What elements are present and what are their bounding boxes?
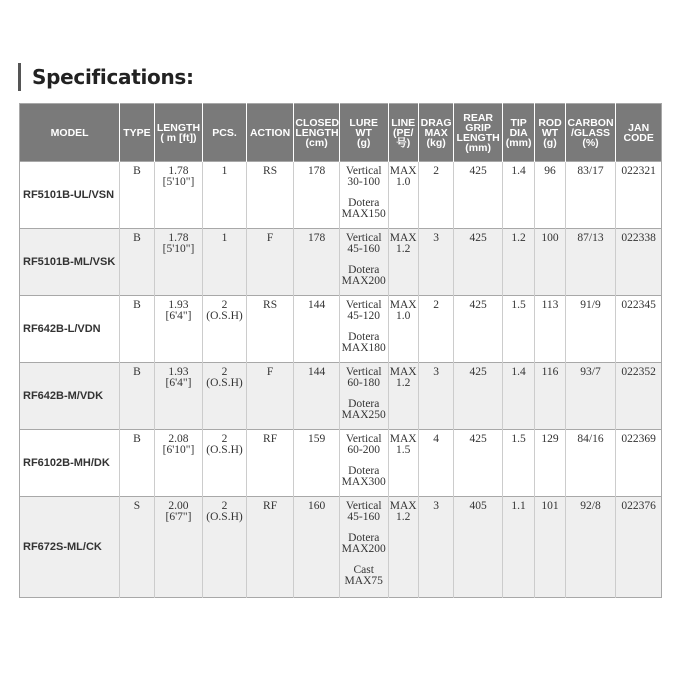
line-value-line: 1.2 bbox=[396, 376, 411, 389]
cell-line bbox=[388, 229, 418, 296]
header-label-line: MAX bbox=[424, 126, 448, 139]
lure-weight-line: Vertical bbox=[345, 299, 382, 311]
cell-rodwt: 100 bbox=[535, 229, 565, 296]
lure-weight-line: Vertical bbox=[345, 232, 382, 244]
cell-closed: 144 bbox=[294, 363, 340, 430]
cell-type: B bbox=[120, 162, 154, 229]
page-title: Specifications: bbox=[18, 63, 194, 91]
length-value-line: 1.78 bbox=[168, 165, 189, 177]
lure-weight-line: 30-100 bbox=[347, 175, 381, 188]
cell-closed: 178 bbox=[294, 229, 340, 296]
cell-rodwt: 129 bbox=[535, 430, 565, 497]
table-row bbox=[20, 363, 662, 430]
header-label-line: 号) bbox=[396, 136, 411, 149]
cell-lure bbox=[339, 162, 388, 229]
cell-grip: 425 bbox=[454, 430, 503, 497]
cell-action: F bbox=[246, 363, 294, 430]
lure-weight-line: Dotera bbox=[348, 264, 380, 276]
cell-rodwt: 101 bbox=[535, 497, 565, 598]
cell-type: B bbox=[120, 229, 154, 296]
length-value-line: 1.93 bbox=[168, 366, 189, 378]
cell-jan: 022338 bbox=[616, 229, 662, 296]
column-header-line bbox=[388, 104, 418, 162]
specifications-table bbox=[19, 103, 662, 598]
line-value-line: 1.5 bbox=[396, 443, 411, 456]
cell-jan: 022352 bbox=[616, 363, 662, 430]
cell-tip: 1.4 bbox=[502, 162, 534, 229]
lure-weight-line: MAX200 bbox=[341, 274, 386, 287]
cell-drag: 3 bbox=[418, 363, 453, 430]
cell-tip: 1.2 bbox=[502, 229, 534, 296]
lure-weight-line: 45-120 bbox=[347, 309, 381, 322]
cell-pcs bbox=[203, 363, 247, 430]
cell-grip: 405 bbox=[454, 497, 503, 598]
cell-action: F bbox=[246, 229, 294, 296]
pcs-value-line: (O.S.H) bbox=[206, 309, 243, 322]
column-header-length bbox=[154, 104, 203, 162]
pcs-value-line: 1 bbox=[221, 232, 228, 244]
column-header-rodwt bbox=[535, 104, 565, 162]
column-header-type bbox=[120, 104, 154, 162]
header-label-line: TIP bbox=[510, 116, 527, 129]
header-label-line: LURE bbox=[349, 116, 379, 129]
cell-closed: 159 bbox=[294, 430, 340, 497]
lure-weight-line: MAX200 bbox=[341, 542, 386, 555]
cell-grip: 425 bbox=[454, 296, 503, 363]
cell-type: S bbox=[120, 497, 154, 598]
cell-grip: 425 bbox=[454, 162, 503, 229]
pcs-value-line: 2 bbox=[221, 366, 228, 378]
cell-closed: 178 bbox=[294, 162, 340, 229]
cell-tip: 1.4 bbox=[502, 363, 534, 430]
header-label-line: MODEL bbox=[50, 126, 89, 139]
cell-lure bbox=[339, 363, 388, 430]
length-value-line: [6'4"] bbox=[165, 376, 192, 389]
cell-line bbox=[388, 296, 418, 363]
cell-lure bbox=[339, 430, 388, 497]
pcs-value-line: (O.S.H) bbox=[206, 510, 243, 523]
pcs-value-line: 2 bbox=[221, 500, 228, 512]
column-header-action bbox=[246, 104, 294, 162]
column-header-jan bbox=[616, 104, 662, 162]
header-row bbox=[20, 104, 662, 162]
cell-type: B bbox=[120, 296, 154, 363]
header-label-line: LENGTH bbox=[295, 126, 339, 139]
header-label-line: GRIP bbox=[465, 121, 491, 134]
cell-type: B bbox=[120, 363, 154, 430]
lure-weight-line: MAX180 bbox=[341, 341, 386, 354]
header-label-line: (mm) bbox=[465, 141, 491, 154]
header-label-line: (kg) bbox=[426, 136, 446, 149]
cell-rodwt: 113 bbox=[535, 296, 565, 363]
lure-weight-line: Vertical bbox=[345, 500, 382, 512]
column-header-model bbox=[20, 104, 120, 162]
cell-rodwt: 96 bbox=[535, 162, 565, 229]
header-label-line: (g) bbox=[543, 136, 557, 149]
lure-weight-line: Dotera bbox=[348, 197, 380, 209]
cell-grip: 425 bbox=[454, 363, 503, 430]
cell-closed: 144 bbox=[294, 296, 340, 363]
pcs-value-line: 1 bbox=[221, 165, 228, 177]
lure-weight-line: 45-160 bbox=[347, 510, 381, 523]
cell-lure bbox=[339, 296, 388, 363]
cell-length bbox=[154, 430, 203, 497]
header-label-line: LINE bbox=[391, 116, 416, 129]
header-label-line: (%) bbox=[582, 136, 599, 149]
header-label-line: LENGTH bbox=[456, 131, 500, 144]
cell-lure bbox=[339, 497, 388, 598]
cell-drag: 3 bbox=[418, 497, 453, 598]
cell-tip: 1.1 bbox=[502, 497, 534, 598]
cell-closed: 160 bbox=[294, 497, 340, 598]
line-value-line: MAX bbox=[389, 299, 417, 311]
lure-weight-line: Vertical bbox=[345, 433, 382, 445]
length-value-line: [5'10"] bbox=[162, 175, 195, 188]
line-value-line: MAX bbox=[389, 500, 417, 512]
cell-lure bbox=[339, 229, 388, 296]
header-label-line: CARBON bbox=[567, 116, 614, 129]
cell-pcs bbox=[203, 229, 247, 296]
cell-jan: 022345 bbox=[616, 296, 662, 363]
pcs-value-line: 2 bbox=[221, 433, 228, 445]
line-value-line: 1.2 bbox=[396, 510, 411, 523]
header-label-line: CODE bbox=[623, 131, 654, 144]
cell-length bbox=[154, 162, 203, 229]
cell-jan: 022376 bbox=[616, 497, 662, 598]
header-label-line: PCS. bbox=[212, 126, 237, 139]
cell-length bbox=[154, 497, 203, 598]
lure-weight-line: MAX300 bbox=[341, 475, 386, 488]
length-value-line: 1.78 bbox=[168, 232, 189, 244]
lure-weight-line: Vertical bbox=[345, 366, 382, 378]
cell-jan: 022321 bbox=[616, 162, 662, 229]
lure-weight-line: MAX150 bbox=[341, 207, 386, 220]
cell-carbon: 87/13 bbox=[565, 229, 616, 296]
column-header-pcs bbox=[203, 104, 247, 162]
header-label-line: DIA bbox=[509, 126, 528, 139]
header-label-line: DRAG bbox=[420, 116, 452, 129]
header-label-line: (PE/ bbox=[392, 126, 414, 139]
header-label-line: WT bbox=[355, 126, 372, 139]
table-row bbox=[20, 162, 662, 229]
cell-line bbox=[388, 430, 418, 497]
cell-tip: 1.5 bbox=[502, 296, 534, 363]
cell-length bbox=[154, 363, 203, 430]
lure-weight-line: MAX75 bbox=[344, 574, 383, 587]
cell-tip: 1.5 bbox=[502, 430, 534, 497]
lure-weight-line: Dotera bbox=[348, 465, 380, 477]
cell-line bbox=[388, 162, 418, 229]
cell-model: RF642B-M/VDK bbox=[20, 363, 120, 430]
lure-weight-line: Dotera bbox=[348, 532, 380, 544]
line-value-line: 1.2 bbox=[396, 242, 411, 255]
cell-drag: 4 bbox=[418, 430, 453, 497]
header-label-line: WT bbox=[541, 126, 559, 139]
cell-jan: 022369 bbox=[616, 430, 662, 497]
cell-drag: 2 bbox=[418, 162, 453, 229]
cell-action: RF bbox=[246, 430, 294, 497]
cell-carbon: 92/8 bbox=[565, 497, 616, 598]
length-value-line: 1.93 bbox=[168, 299, 189, 311]
header-label-line: (g) bbox=[357, 136, 371, 149]
column-header-closed bbox=[294, 104, 340, 162]
cell-line bbox=[388, 497, 418, 598]
cell-length bbox=[154, 296, 203, 363]
length-value-line: [6'4"] bbox=[165, 309, 192, 322]
line-value-line: MAX bbox=[389, 366, 417, 378]
lure-weight-line: 45-160 bbox=[347, 242, 381, 255]
cell-rodwt: 116 bbox=[535, 363, 565, 430]
length-value-line: [6'7"] bbox=[165, 510, 192, 523]
column-header-drag bbox=[418, 104, 453, 162]
cell-type: B bbox=[120, 430, 154, 497]
header-label-line: TYPE bbox=[123, 126, 151, 139]
table-row bbox=[20, 229, 662, 296]
lure-weight-line: 60-200 bbox=[347, 443, 381, 456]
cell-carbon: 83/17 bbox=[565, 162, 616, 229]
cell-model: RF672S-ML/CK bbox=[20, 497, 120, 598]
header-label-line: REAR bbox=[463, 111, 493, 124]
cell-grip: 425 bbox=[454, 229, 503, 296]
cell-carbon: 84/16 bbox=[565, 430, 616, 497]
cell-pcs bbox=[203, 162, 247, 229]
header-label-line: (cm) bbox=[305, 136, 328, 149]
lure-weight-line: Dotera bbox=[348, 331, 380, 343]
line-value-line: 1.0 bbox=[396, 309, 411, 322]
cell-drag: 2 bbox=[418, 296, 453, 363]
table-row bbox=[20, 497, 662, 598]
table-body bbox=[20, 162, 662, 598]
cell-carbon: 91/9 bbox=[565, 296, 616, 363]
length-value-line: 2.08 bbox=[168, 433, 189, 445]
header-label-line: CLOSED bbox=[295, 116, 340, 129]
cell-model: RF6102B-MH/DK bbox=[20, 430, 120, 497]
header-label-line: JAN bbox=[628, 121, 650, 134]
lure-weight-line: Dotera bbox=[348, 398, 380, 410]
line-value-line: 1.0 bbox=[396, 175, 411, 188]
cell-length bbox=[154, 229, 203, 296]
cell-model: RF5101B-UL/VSN bbox=[20, 162, 120, 229]
column-header-grip bbox=[454, 104, 503, 162]
lure-weight-line: Cast bbox=[353, 564, 374, 576]
length-value-line: 2.00 bbox=[168, 500, 189, 512]
cell-pcs bbox=[203, 430, 247, 497]
table-row bbox=[20, 296, 662, 363]
line-value-line: MAX bbox=[389, 433, 417, 445]
lure-weight-line: 60-180 bbox=[347, 376, 381, 389]
header-label-line: LENGTH bbox=[156, 121, 201, 134]
cell-action: RS bbox=[246, 162, 294, 229]
pcs-value-line: 2 bbox=[221, 299, 228, 311]
cell-line bbox=[388, 363, 418, 430]
line-value-line: MAX bbox=[389, 165, 417, 177]
cell-pcs bbox=[203, 497, 247, 598]
header-label-line: (mm) bbox=[505, 136, 532, 149]
cell-model: RF642B-L/VDN bbox=[20, 296, 120, 363]
column-header-lure bbox=[339, 104, 388, 162]
cell-drag: 3 bbox=[418, 229, 453, 296]
length-value-line: [6'10"] bbox=[162, 443, 195, 456]
lure-weight-line: Vertical bbox=[345, 165, 382, 177]
cell-carbon: 93/7 bbox=[565, 363, 616, 430]
cell-model: RF5101B-ML/VSK bbox=[20, 229, 120, 296]
header-label-line: ACTION bbox=[249, 126, 291, 139]
header-label-line: /GLASS bbox=[570, 126, 611, 139]
table-row bbox=[20, 430, 662, 497]
cell-pcs bbox=[203, 296, 247, 363]
pcs-value-line: (O.S.H) bbox=[206, 443, 243, 456]
cell-action: RF bbox=[246, 497, 294, 598]
length-value-line: [5'10"] bbox=[162, 242, 195, 255]
header-label-line: ROD bbox=[538, 116, 562, 129]
cell-action: RS bbox=[246, 296, 294, 363]
column-header-carbon bbox=[565, 104, 616, 162]
pcs-value-line: (O.S.H) bbox=[206, 376, 243, 389]
column-header-tip bbox=[502, 104, 534, 162]
lure-weight-line: MAX250 bbox=[341, 408, 386, 421]
header-label-line: ( m [ft]) bbox=[160, 131, 197, 144]
line-value-line: MAX bbox=[389, 232, 417, 244]
